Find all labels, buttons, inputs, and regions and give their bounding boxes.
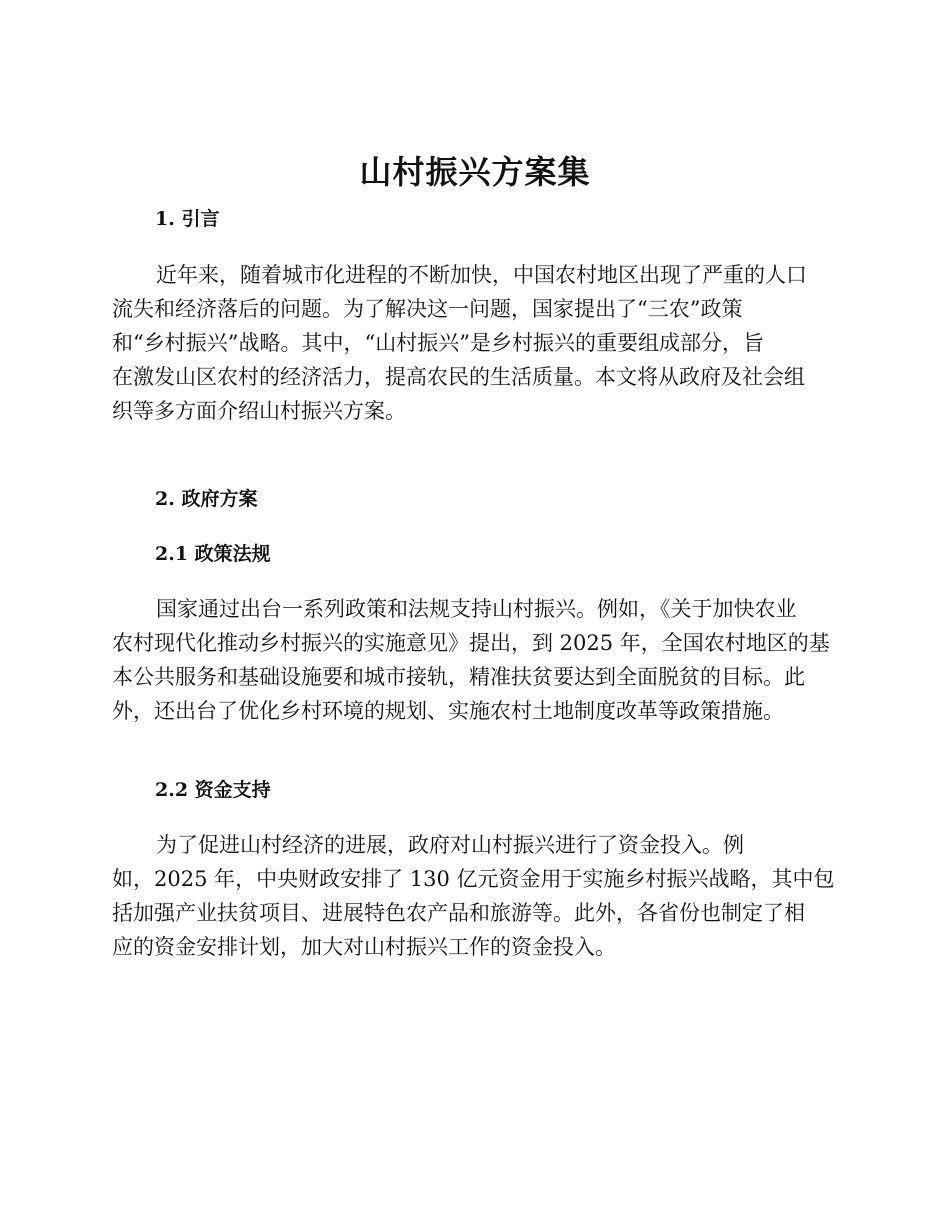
paragraph-line: 外，还出台了优化乡村环境的规划、实施农村土地制度改革等政策措施。 bbox=[112, 699, 784, 723]
paragraph-intro bbox=[112, 258, 836, 428]
paragraph-line: 在激发山区农村的经济活力，提高农民的生活质量。本文将从政府及社会组 bbox=[112, 365, 805, 389]
paragraph-funding bbox=[112, 828, 836, 964]
paragraph-line: 为了促进山村经济的进展，政府对山村振兴进行了资金投入。例 bbox=[156, 833, 744, 857]
section-heading-government: 2. 政府方案 bbox=[155, 488, 258, 510]
section-heading-funding: 2.2 资金支持 bbox=[155, 779, 271, 801]
paragraph-policy bbox=[112, 592, 836, 728]
section-heading-policy: 2.1 政策法规 bbox=[155, 543, 271, 565]
paragraph-line: 织等多方面介绍山村振兴方案。 bbox=[112, 399, 406, 423]
section-heading-intro: 1. 引言 bbox=[155, 208, 220, 230]
paragraph-line: 流失和经济落后的问题。为了解决这一问题，国家提出了“三农”政策 bbox=[112, 297, 743, 321]
paragraph-line: 应的资金安排计划，加大对山村振兴工作的资金投入。 bbox=[112, 935, 616, 959]
paragraph-line: 农村现代化推动乡村振兴的实施意见》提出，到 2025 年，全国农村地区的基 bbox=[112, 631, 830, 655]
paragraph-line: 本公共服务和基础设施要和城市接轨，精准扶贫要达到全面脱贫的目标。此 bbox=[112, 665, 805, 689]
paragraph-line: 近年来，随着城市化进程的不断加快，中国农村地区出现了严重的人口 bbox=[156, 263, 807, 287]
paragraph-line: 国家通过出台一系列政策和法规支持山村振兴。例如，《关于加快农业 bbox=[156, 597, 797, 621]
paragraph-line: 如，2025 年，中央财政安排了 130 亿元资金用于实施乡村振兴战略，其中包 bbox=[112, 867, 835, 891]
paragraph-line: 和“乡村振兴”战略。其中，“山村振兴”是乡村振兴的重要组成部分，旨 bbox=[112, 331, 764, 355]
document-title: 山村振兴方案集 bbox=[359, 153, 591, 191]
paragraph-line: 括加强产业扶贫项目、进展特色农产品和旅游等。此外，各省份也制定了相 bbox=[112, 901, 805, 925]
